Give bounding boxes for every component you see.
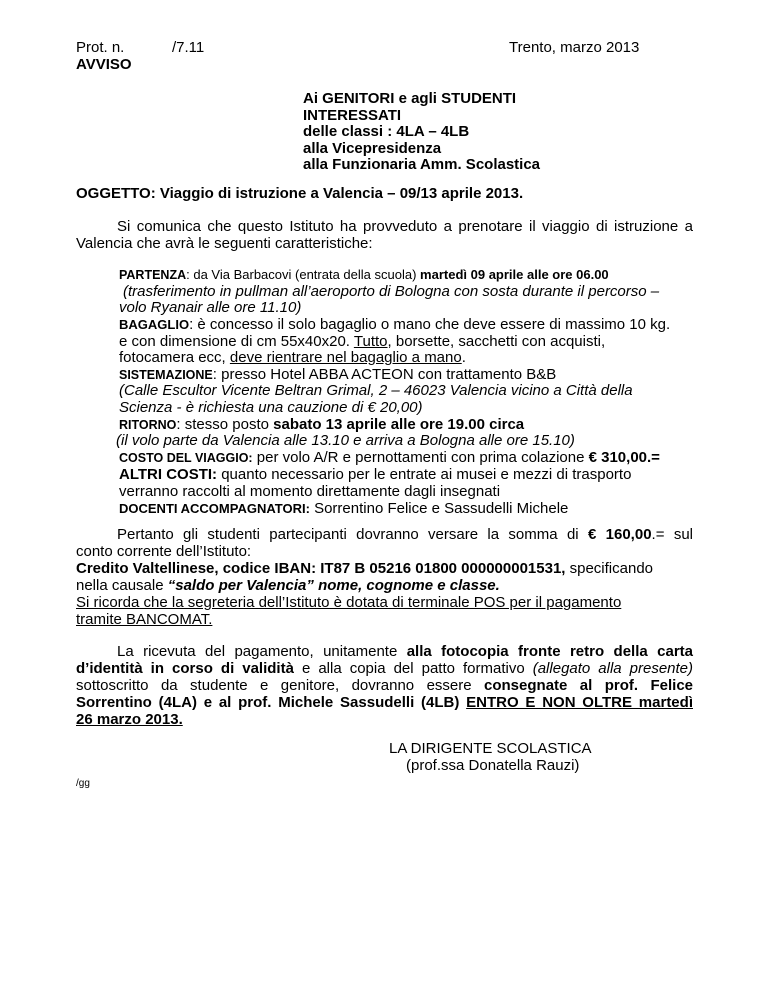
ritorno-datetime: sabato 13 aprile alle ore 19.00 circa: [273, 416, 525, 433]
iban: Credito Valtellinese, codice IBAN: IT87 B 05216 01800 000000001531,: [76, 560, 566, 577]
bagaglio-label: BAGAGLIO: [119, 317, 190, 332]
receipt-intro: La ricevuta del pagamento, unitamente: [117, 643, 407, 660]
recipient-line: alla Funzionaria Amm. Scolastica: [303, 156, 541, 174]
receipt-line-2: [76, 660, 693, 677]
docenti-label: DOCENTI ACCOMPAGNATORI:: [119, 501, 310, 516]
signature-name: (prof.ssa Donatella Rauzi): [406, 757, 580, 774]
recipient-line: delle classi : 4LA – 4LB: [303, 123, 470, 141]
receipt-line-3: [76, 677, 693, 694]
costo-row: [119, 449, 670, 466]
sistemazione-text: : presso Hotel ABBA ACTEON con trattamento B&B: [212, 366, 557, 383]
receipt-id-valid: d’identità in corso di validità: [76, 660, 294, 677]
notice-heading: AVVISO: [76, 56, 132, 73]
signature-title: LA DIRIGENTE SCOLASTICA: [389, 740, 592, 757]
payment-line-2: conto corrente dell’Istituto:: [76, 543, 252, 560]
payment-causale-text: “saldo per Valencia” nome, cognome e classe.: [167, 577, 500, 594]
costo-label: COSTO DEL VIAGGIO:: [119, 451, 253, 465]
recipient-line: Ai GENITORI e agli STUDENTI: [303, 90, 517, 107]
payment-line-5: Si ricorda che la segreteria dell’Istituto è dotata di terminale POS per il pagamento: [76, 594, 622, 611]
partenza-note-2: volo Ryanair alle ore 11.10): [119, 299, 302, 316]
costo-amount: € 310,00.=: [588, 449, 660, 466]
payment-amount: € 160,00: [587, 526, 652, 543]
payment-line-6: tramite BANCOMAT.: [76, 611, 213, 628]
intro-line-1: Si comunica che questo Istituto ha provveduto a prenotare il viaggio di istruzione a: [117, 218, 693, 235]
trip-details: [116, 266, 671, 517]
bagaglio-dims: e con dimensione di cm 55x40x20.: [119, 333, 354, 350]
bagaglio-camera: fotocamera ecc,: [119, 349, 230, 366]
sistemazione-note-1: (Calle Escultor Vicente Beltran Grimal, 2 – 46023 Valencia vicino a Città della: [119, 382, 633, 399]
recipient-line: alla Vicepresidenza: [303, 139, 442, 157]
receipt-id-copy: alla fotocopia fronte retro della carta: [406, 643, 693, 660]
partenza-row: [119, 266, 670, 283]
recipient-line: INTERESSATI: [303, 106, 402, 124]
ritorno-text: : stesso posto: [176, 416, 274, 433]
recipients-block: [303, 91, 540, 174]
costo-text: per volo A/R e pernottamenti con prima colazione: [252, 449, 589, 466]
altri-costi-line-2: verranno raccolti al momento direttamente dagli insegnati: [119, 483, 501, 500]
partenza-datetime: martedì 09 aprile alle ore 06.00: [420, 267, 609, 282]
payment-suffix: .= sul: [651, 526, 693, 543]
sistemazione-row: [119, 366, 670, 382]
partenza-label: PARTENZA: [119, 268, 187, 282]
receipt-deadline: ENTRO E NON OLTRE martedì: [466, 694, 693, 711]
receipt-deliver: consegnate al prof. Felice: [484, 677, 694, 694]
subject-line: OGGETTO: Viaggio di istruzione a Valencia – 09/13 aprile 2013.: [76, 185, 524, 202]
ritorno-note: (il volo parte da Valencia alle 13.10 e arriva a Bologna alle ore 15.10): [116, 432, 575, 449]
altri-costi-text: quanto necessario per le entrate ai musei e mezzi di trasporto: [217, 466, 632, 483]
place-date: Trento, marzo 2013: [509, 39, 640, 56]
sistemazione-note-2: Scienza - è richiesta una cauzione di € 20,00): [119, 399, 423, 416]
docenti-text: Sorrentino Felice e Sassudelli Michele: [309, 500, 569, 517]
receipt-attached: (allegato alla presente): [532, 660, 694, 677]
bagaglio-period: .: [461, 349, 466, 366]
receipt-signed: sottoscritto da studente e genitore, dovranno essere: [76, 677, 485, 694]
bagaglio-items: , borsette, sacchetti con acquisti,: [387, 333, 606, 350]
ritorno-row: [119, 416, 670, 432]
bagaglio-text: : è concesso il solo bagaglio o mano che deve essere di massimo 10 kg.: [189, 316, 671, 333]
payment-line-1: [76, 526, 693, 543]
protocol-label: Prot. n.: [76, 39, 125, 56]
bagaglio-underline-rule: deve rientrare nel bagaglio a mano: [229, 349, 462, 366]
docenti-row: [119, 500, 670, 517]
bagaglio-line-3: [119, 349, 670, 366]
receipt-patto: e alla copia del patto formativo: [293, 660, 533, 677]
payment-intro: Pertanto gli studenti partecipanti dovranno versare la somma di: [117, 526, 588, 543]
sistemazione-label: SISTEMAZIONE: [119, 368, 213, 382]
receipt-teachers: Sorrentino (4LA) e al prof. Michele Sassudelli (4LB): [76, 694, 467, 711]
bagaglio-underline-all: Tutto: [353, 333, 388, 350]
bagaglio-line-2: [119, 333, 670, 349]
payment-causale: nella causale: [76, 577, 168, 594]
partenza-note-1: (trasferimento in pullman all’aeroporto di Bologna con sosta durante il percorso –: [123, 283, 660, 300]
payment-line-4: [76, 577, 500, 594]
receipt-line-4: [76, 694, 693, 711]
payment-specify: specificando: [565, 560, 654, 577]
intro-line-2: Valencia che avrà le seguenti caratteristiche:: [76, 235, 373, 252]
protocol-number: /7.11: [172, 39, 205, 56]
payment-line-3: [76, 560, 653, 577]
receipt-line-1: [76, 643, 693, 660]
altri-costi-label: ALTRI COSTI:: [119, 466, 218, 483]
altri-costi-row: [119, 466, 670, 483]
partenza-text: : da Via Barbacovi (entrata della scuola): [186, 267, 421, 282]
ritorno-label: RITORNO: [119, 418, 177, 432]
typist-initials: /gg: [76, 778, 90, 789]
receipt-deadline-date: 26 marzo 2013.: [76, 711, 183, 728]
bagaglio-row: [119, 316, 670, 333]
